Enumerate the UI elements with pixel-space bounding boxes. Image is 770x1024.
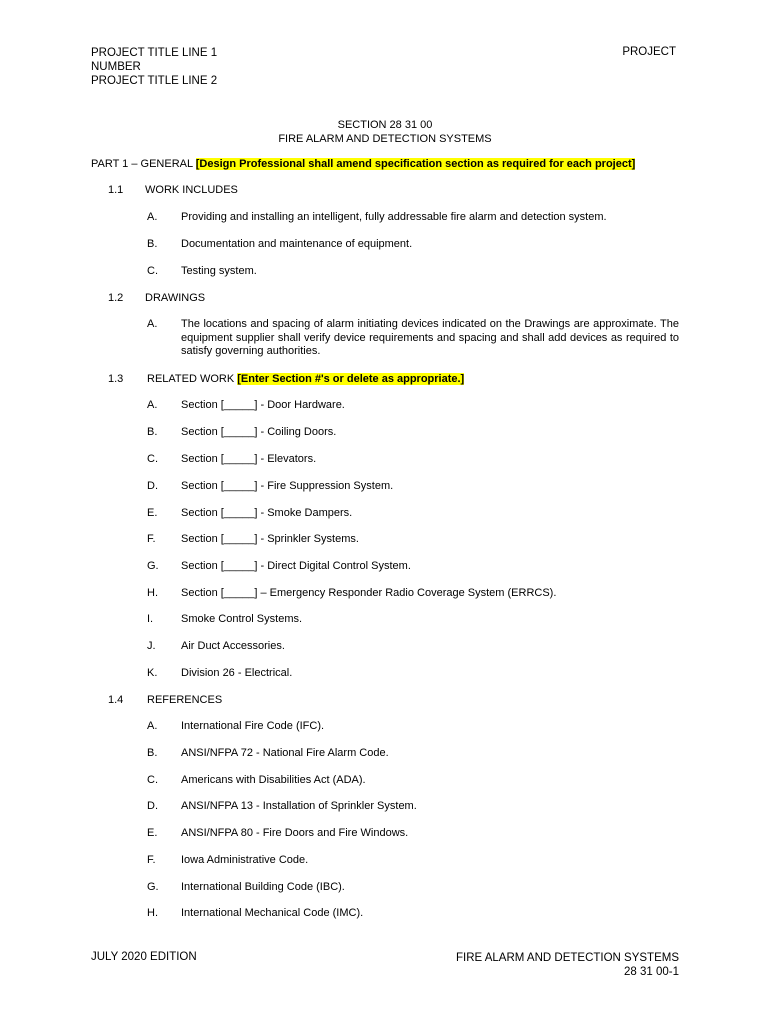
item-letter: B. bbox=[147, 238, 158, 250]
item-text: Smoke Control Systems. bbox=[181, 613, 303, 625]
header-left bbox=[91, 46, 217, 88]
article-note: [Enter Section #'s or delete as appropriate.] bbox=[237, 373, 465, 385]
item-letter: A. bbox=[147, 318, 158, 330]
part-label: PART 1 – GENERAL bbox=[91, 158, 193, 170]
article-number: 1.2 bbox=[108, 292, 124, 304]
item-letter: H. bbox=[147, 587, 158, 599]
item-text: Documentation and maintenance of equipment. bbox=[181, 238, 413, 250]
item-letter: A. bbox=[147, 211, 158, 223]
item-letter: C. bbox=[147, 265, 158, 277]
item-letter: H. bbox=[147, 907, 158, 919]
item-letter: E. bbox=[147, 507, 158, 519]
part-note: [Design Professional shall amend specification section as required for each project] bbox=[195, 158, 636, 170]
section-title bbox=[0, 118, 770, 146]
footer-right bbox=[456, 951, 679, 979]
item-text: ANSI/NFPA 80 - Fire Doors and Fire Windows. bbox=[181, 827, 409, 839]
header-line-1: PROJECT TITLE LINE 1 bbox=[91, 47, 218, 59]
footer-title: FIRE ALARM AND DETECTION SYSTEMS bbox=[455, 952, 679, 964]
header-line-2: NUMBER bbox=[91, 61, 141, 73]
footer-edition: JULY 2020 EDITION bbox=[91, 951, 197, 963]
item-text: International Building Code (IBC). bbox=[181, 881, 345, 893]
item-letter: F. bbox=[147, 854, 156, 866]
item-text: International Mechanical Code (IMC). bbox=[181, 907, 364, 919]
part-heading bbox=[91, 158, 635, 170]
item-letter: C. bbox=[147, 453, 158, 465]
item-text: International Fire Code (IFC). bbox=[181, 720, 325, 732]
item-letter: B. bbox=[147, 426, 158, 438]
article-number: 1.3 bbox=[108, 373, 124, 385]
item-text: Iowa Administrative Code. bbox=[181, 854, 309, 866]
section-name: FIRE ALARM AND DETECTION SYSTEMS bbox=[278, 133, 492, 145]
item-letter: A. bbox=[147, 399, 158, 411]
item-text: Section [_____] - Fire Suppression System. bbox=[181, 480, 394, 492]
article-heading: RELATED WORK bbox=[147, 373, 235, 385]
article-number: 1.4 bbox=[108, 694, 124, 706]
item-letter: G. bbox=[147, 881, 159, 893]
item-text: Testing system. bbox=[181, 265, 257, 277]
article-heading: REFERENCES bbox=[147, 694, 223, 706]
item-text: Section [_____] - Coiling Doors. bbox=[181, 426, 337, 438]
item-text: Air Duct Accessories. bbox=[181, 640, 285, 652]
article-heading: DRAWINGS bbox=[145, 292, 206, 304]
item-letter: E. bbox=[147, 827, 158, 839]
item-letter: B. bbox=[147, 747, 158, 759]
item-text: ANSI/NFPA 72 - National Fire Alarm Code. bbox=[181, 747, 389, 759]
item-text: Providing and installing an intelligent, fully addressable fire alarm and detection system. bbox=[181, 211, 607, 223]
article-heading-row bbox=[147, 373, 464, 385]
item-letter: C. bbox=[147, 774, 158, 786]
item-text: Section [_____] - Door Hardware. bbox=[181, 399, 345, 411]
item-letter: A. bbox=[147, 720, 158, 732]
article-heading: WORK INCLUDES bbox=[145, 184, 238, 196]
item-text: Section [_____] – Emergency Responder Radio Coverage System (ERRCS). bbox=[181, 587, 557, 599]
item-letter: J. bbox=[147, 640, 156, 652]
item-letter: F. bbox=[147, 533, 156, 545]
item-letter: D. bbox=[147, 800, 158, 812]
item-letter: D. bbox=[147, 480, 158, 492]
item-text: Americans with Disabilities Act (ADA). bbox=[181, 774, 366, 786]
item-text: Section [_____] - Sprinkler Systems. bbox=[181, 533, 359, 545]
header-right: PROJECT bbox=[622, 46, 676, 58]
item-text: Division 26 - Electrical. bbox=[181, 667, 293, 679]
item-letter: I. bbox=[147, 613, 154, 625]
item-text: Section [_____] - Direct Digital Control System. bbox=[181, 560, 411, 572]
item-letter: K. bbox=[147, 667, 158, 679]
page-number: 28 31 00-1 bbox=[624, 966, 679, 978]
item-text: ANSI/NFPA 13 - Installation of Sprinkler System. bbox=[181, 800, 417, 812]
header-line-3: PROJECT TITLE LINE 2 bbox=[91, 75, 218, 87]
article-number: 1.1 bbox=[108, 184, 124, 196]
item-paragraph: The locations and spacing of alarm initiating devices indicated on the Drawings are approximate. The equipment supplier shall verify device requirements and spacing and shall add devices as required to satisfy governing authorities. bbox=[181, 318, 679, 357]
section-number: SECTION 28 31 00 bbox=[337, 119, 433, 131]
item-text: Section [_____] - Elevators. bbox=[181, 453, 317, 465]
item-text: Section [_____] - Smoke Dampers. bbox=[181, 507, 353, 519]
item-letter: G. bbox=[147, 560, 159, 572]
